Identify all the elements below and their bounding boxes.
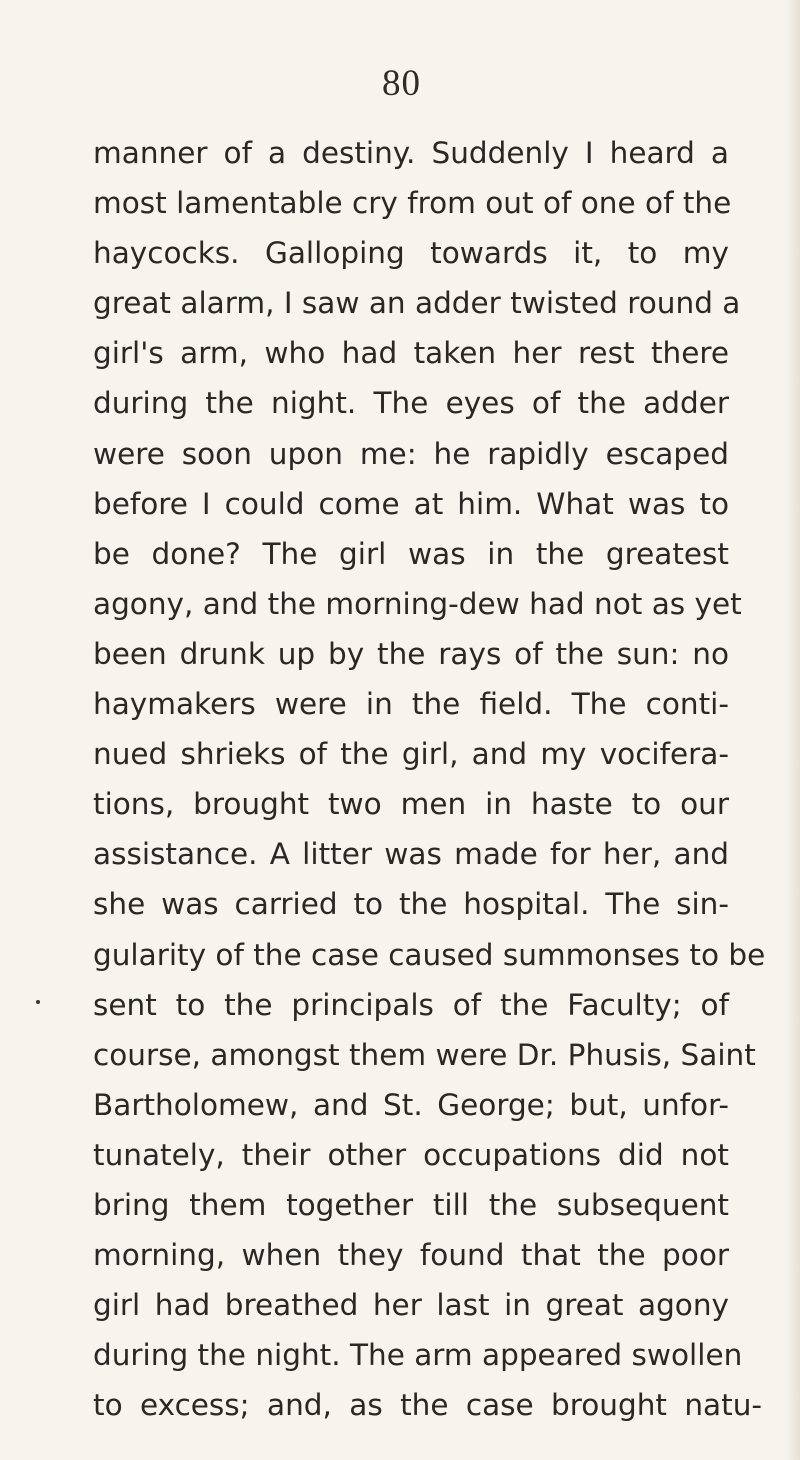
page-number: 80: [382, 63, 421, 104]
text-line: agony, and the morning-dew had not as yet: [93, 586, 742, 621]
text-line: gularity of the case caused summonses to be: [93, 937, 766, 972]
text-line: during the night. The eyes of the adder: [93, 386, 729, 421]
text-line: bring them together till the subsequent: [93, 1187, 729, 1222]
margin-mark: [36, 1000, 40, 1004]
text-line: assistance. A litter was made for her, and: [93, 837, 729, 872]
text-line: course, amongst them were Dr. Phusis, Saint: [93, 1037, 756, 1072]
text-line: she was carried to the hospital. The sin-: [93, 887, 729, 922]
text-line: morning, when they found that the poor: [93, 1238, 729, 1273]
text-line: haymakers were in the field. The conti-: [93, 687, 729, 722]
text-line: sent to the principals of the Faculty; of: [93, 987, 729, 1022]
text-line: great alarm, I saw an adder twisted round a: [93, 286, 741, 321]
page-edge-shadow: [786, 0, 800, 1460]
text-line: tunately, their other occupations did not: [93, 1137, 729, 1172]
text-line: Bartholomew, and St. George; but, unfor-: [93, 1087, 729, 1122]
text-line: during the night. The arm appeared swollen: [93, 1338, 743, 1373]
text-line: tions, brought two men in haste to our: [93, 787, 729, 822]
text-line: most lamentable cry from out of one of the: [93, 186, 732, 221]
text-line: manner of a destiny. Suddenly I heard a: [93, 136, 729, 170]
text-line: before I could come at him. What was to: [93, 486, 729, 521]
text-line: haycocks. Galloping towards it, to my: [93, 236, 729, 271]
text-line: were soon upon me: he rapidly escaped: [93, 436, 729, 471]
body-text: [93, 128, 766, 1430]
text-line: be done? The girl was in the greatest: [93, 536, 729, 571]
text-line: girl's arm, who had taken her rest there: [93, 336, 729, 371]
text-line: girl had breathed her last in great agony: [93, 1288, 729, 1323]
text-line: to excess; and, as the case brought natu-: [93, 1388, 763, 1423]
text-line: nued shrieks of the girl, and my vocifera-: [93, 737, 729, 772]
text-line: been drunk up by the rays of the sun: no: [93, 636, 729, 671]
